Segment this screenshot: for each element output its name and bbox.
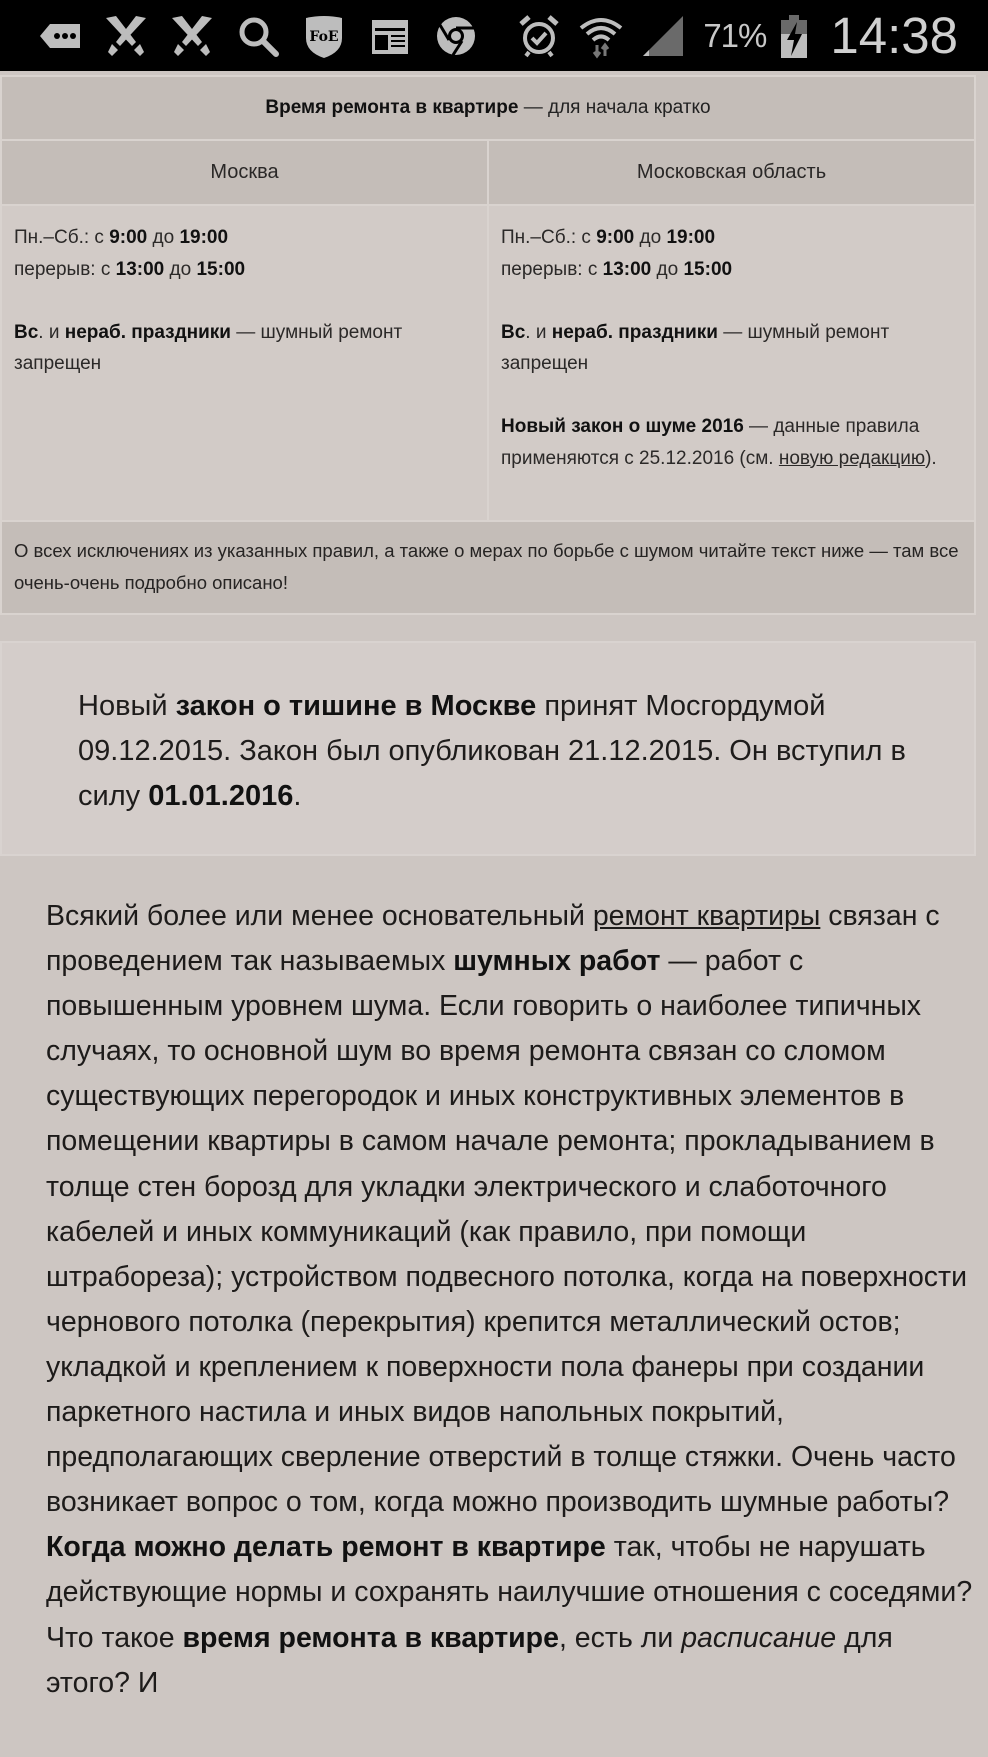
cell-signal-icon — [637, 10, 689, 62]
game-swords-icon — [166, 10, 218, 62]
svg-text:FoE: FoE — [309, 28, 339, 45]
apartment-renovation-link[interactable]: ремонт квартиры — [592, 900, 821, 932]
notification-icons — [0, 10, 482, 62]
region-schedule-cell — [488, 205, 975, 521]
sunday-holiday-rule: Вс. и нераб. праздники — шумный ремонт запрещен — [14, 321, 403, 374]
new-noise-law-note: Новый закон о шуме 2016 — данные правила применяются с 25.12.2016 (см. новую редакцию). — [501, 416, 937, 469]
clock: 14:38 — [830, 7, 958, 64]
wifi-icon — [575, 10, 627, 62]
table-footer-note: О всех исключениях из указанных правил, а также о мерах по борьбе с шумом читайте текст ниже — там все очень-очень подробно описано! — [1, 521, 975, 614]
game-swords-icon — [100, 10, 152, 62]
table-title — [1, 76, 975, 140]
status-bar — [0, 0, 988, 71]
table-title-rest: — для начала кратко — [518, 97, 711, 118]
battery-percent: 71% — [703, 16, 767, 54]
foe-shield-icon — [298, 10, 350, 62]
column-header-moscow-region: Московская область — [488, 140, 975, 205]
battery-charging-icon — [776, 10, 812, 62]
weekday-hours: Пн.–Сб.: с 9:00 до 19:00 перерыв: с 13:00 до 15:00 — [14, 227, 246, 280]
table-title-bold: Время ремонта в квартире — [265, 97, 519, 118]
news-icon — [364, 10, 416, 62]
column-header-moscow: Москва — [1, 140, 488, 205]
silence-law-notice: Новый закон о тишине в Москве принят Мосгордумой 09.12.2015. Закон был опубликован 21.12.2015. Он вступил в силу 01.01.2016. — [0, 641, 976, 856]
article-paragraph: Всякий более или менее основательный ремонт квартиры связан с проведением так называемых шумных работ — работ с повышенным уровнем шума. Если говорить о наиболее типичных случаях, то основной шум во время ремонта связан со сломом существующих перегородок и иных конструктивных элементов в помещении квартиры в самом начале ремонта; прокладыванием в толще стен борозд для укладки электрического и слаботочного кабелей и иных коммуникаций (как правило, при помощи штрабореза); устройством подвесного потолка, когда на поверхности чернового потолка (перекрытия) крепится металлический остов; укладкой и креплением к поверхности пола фанеры при создании паркетного настила и иных видов напольных покрытий, предполагающих сверление отверстий в толще стяжки. Очень часто возникает вопрос о том, когда можно производить шумные работы? Когда можно делать ремонт в квартире так, чтобы не нарушать действующие нормы и сохранять наилучшие отношения с соседями? Что такое время ремонта в квартире, есть ли расписание для этого? И — [46, 900, 973, 1699]
weekday-hours: Пн.–Сб.: с 9:00 до 19:00 перерыв: с 13:00 до 15:00 — [501, 227, 733, 280]
system-icons — [513, 6, 988, 65]
moscow-schedule-cell — [1, 205, 488, 521]
sunday-holiday-rule: Вс. и нераб. праздники — шумный ремонт запрещен — [501, 321, 890, 374]
search-icon — [232, 10, 284, 62]
alarm-icon — [513, 10, 565, 62]
new-edition-link[interactable]: новую редакцию — [778, 447, 926, 469]
more-notifications-icon — [34, 10, 86, 62]
renovation-schedule-table — [0, 75, 976, 615]
chrome-icon — [430, 10, 482, 62]
